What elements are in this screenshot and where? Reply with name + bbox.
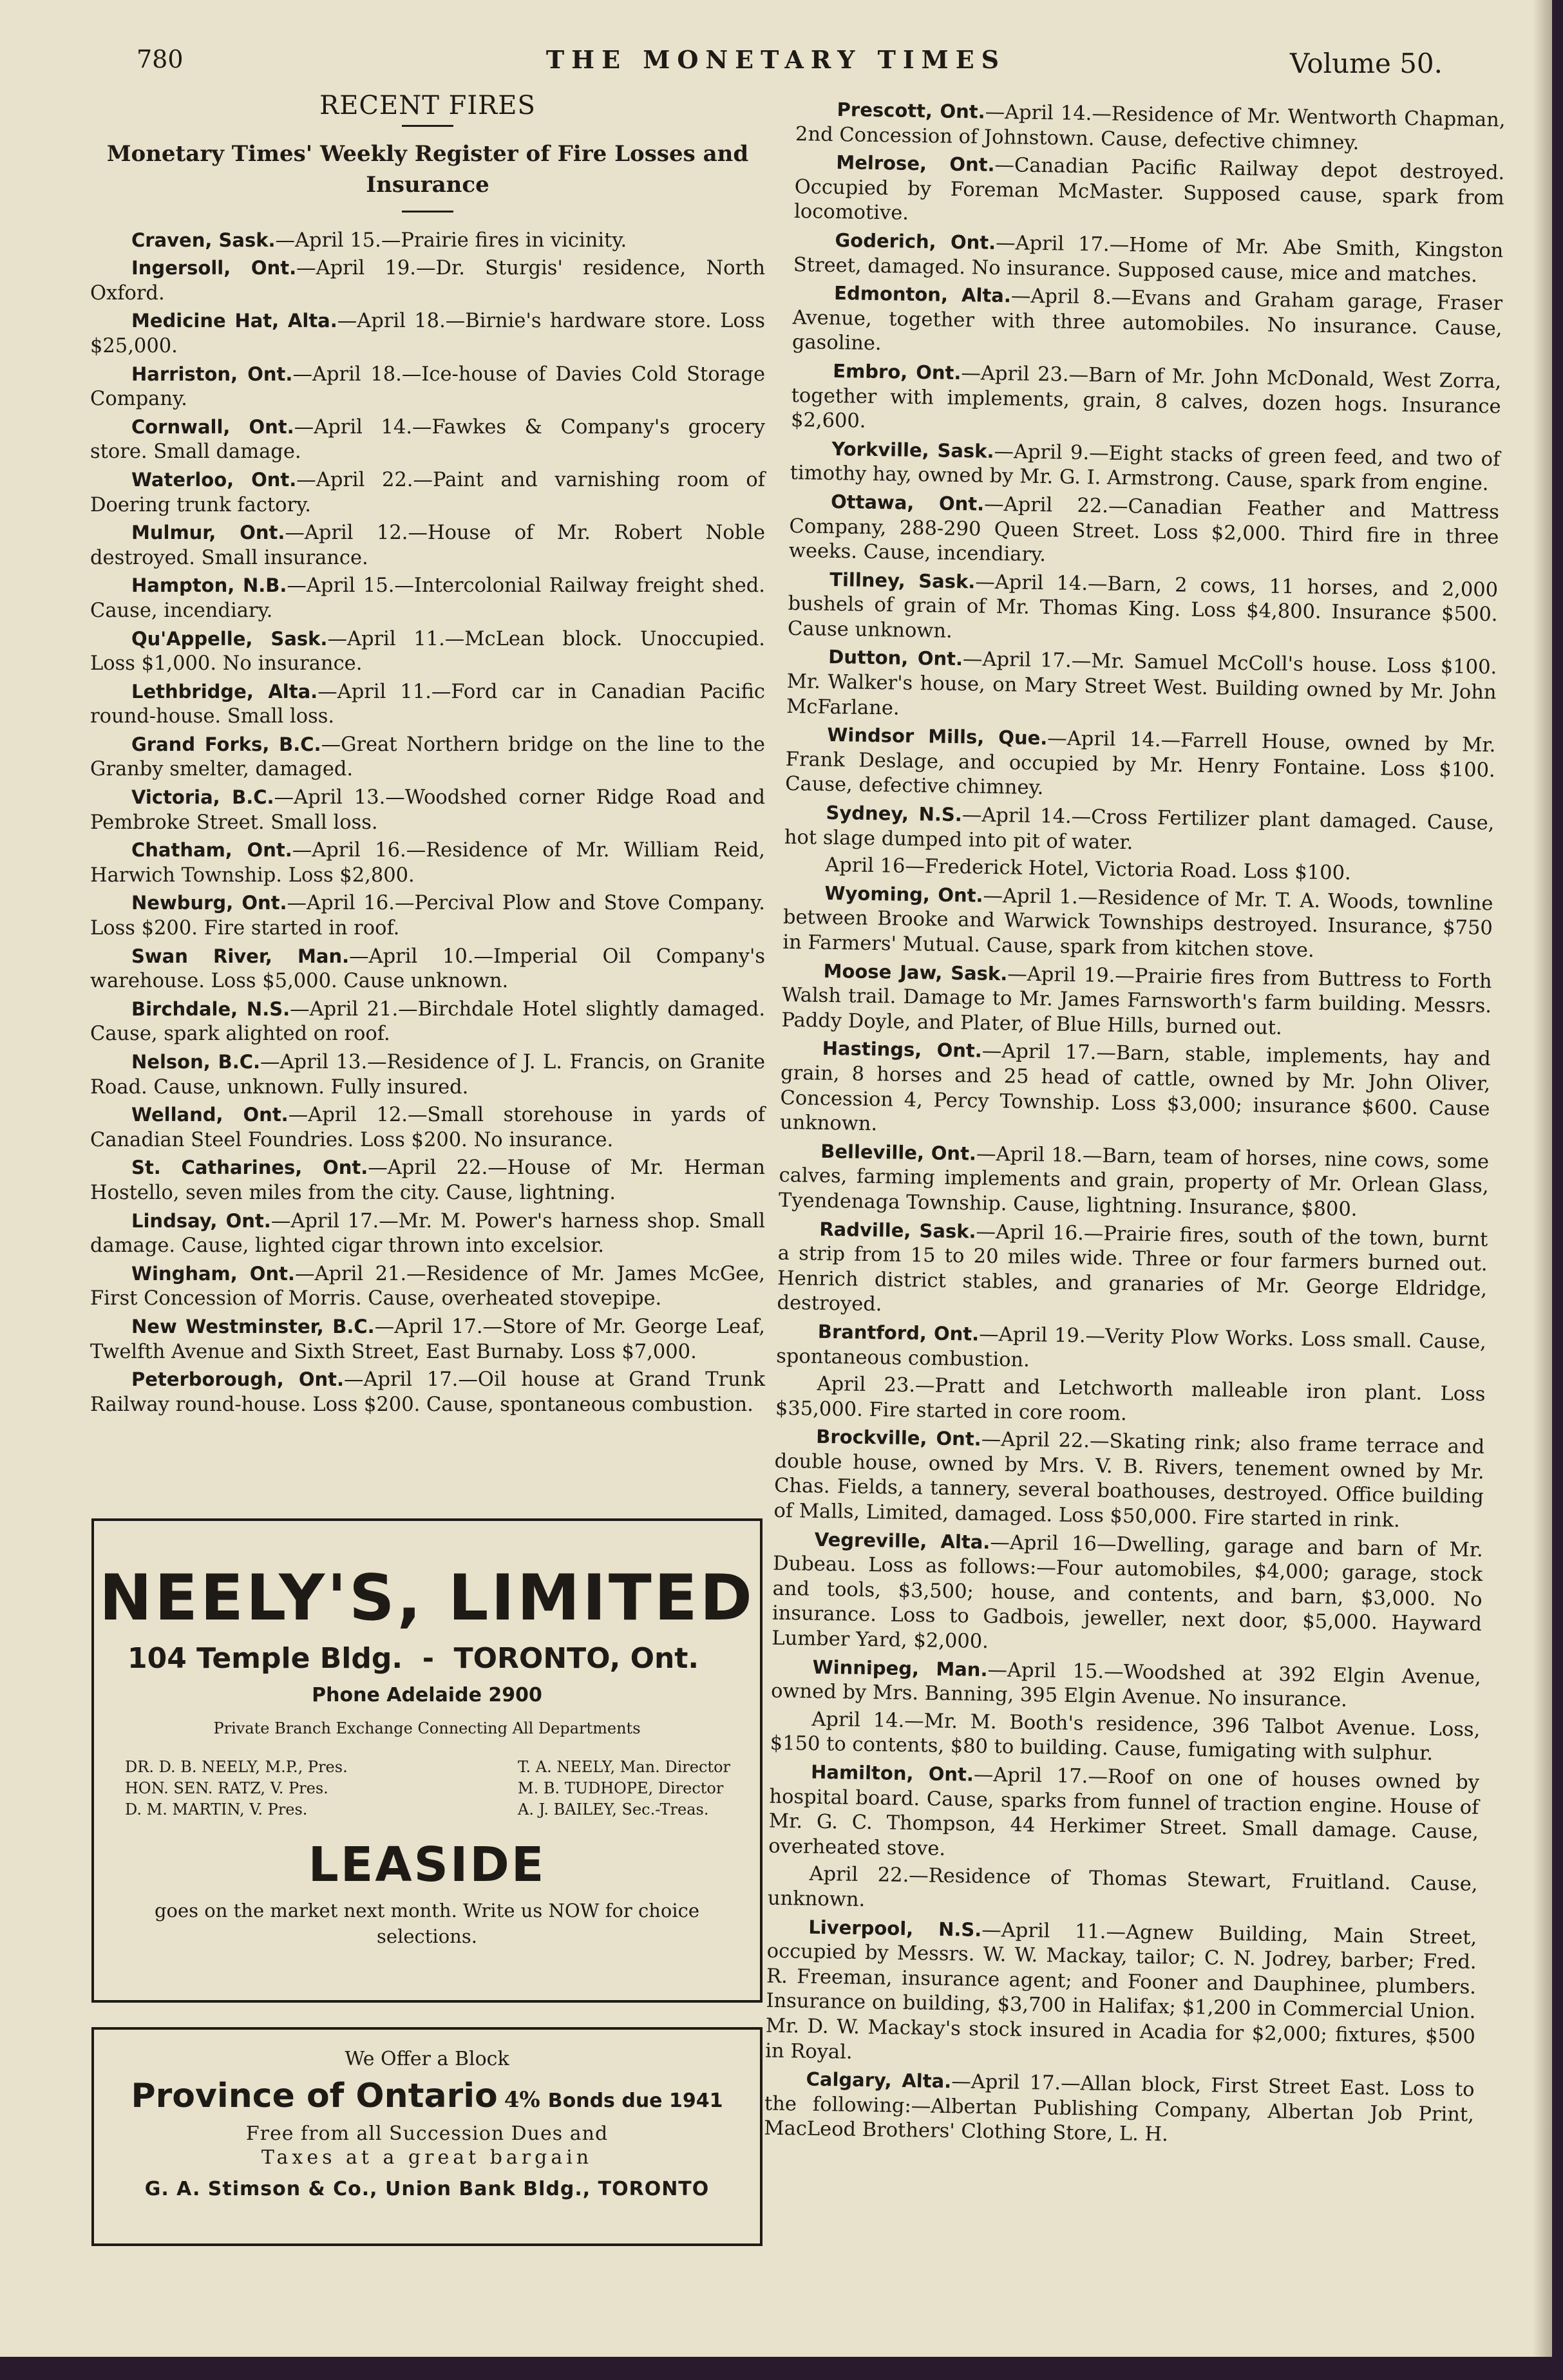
fire-entry — [90, 362, 765, 412]
fire-location: Belleville, Ont. — [820, 1140, 977, 1165]
fire-entry — [90, 308, 765, 359]
left-column — [90, 93, 765, 1420]
page-edge-shadow — [1533, 0, 1552, 2357]
fire-location: Grand Forks, B.C. — [131, 733, 321, 755]
fire-entry — [90, 468, 765, 518]
neely-company-name: NEELY'S, LIMITED — [99, 1562, 755, 1635]
fire-location: Dutton, Ont. — [828, 646, 963, 670]
fire-details: —April 16.—Prairie fires, south of the town, burnt a strip from 15 to 20 miles wide. Three or four farmers burned out. Henrich district stables, and granaries of Mr. George Eldridge, destroyed. — [777, 1220, 1488, 1316]
fire-entry — [90, 228, 765, 254]
leaside-headline: LEASIDE — [308, 1837, 546, 1893]
offer-line-1: Free from all Succession Dues and — [245, 2122, 609, 2145]
fire-location: Sydney, N.S. — [826, 801, 963, 826]
fire-location: Lethbridge, Alta. — [131, 680, 318, 703]
fire-location: Ottawa, Ont. — [830, 490, 985, 515]
fire-details: —April 12.—House of Mr. Robert Noble destroyed. Small insurance. — [90, 522, 765, 569]
fire-details: —April 8.—Evans and Graham garage, Fraser Avenue, together with three automobiles. No insurance. Cause, gasoline. — [791, 285, 1503, 355]
fire-location: Peterborough, Ont. — [131, 1368, 345, 1391]
fire-location: Calgary, Alta. — [806, 2068, 952, 2093]
fire-entry — [785, 722, 1496, 808]
fire-details: —April 10.—Imperial Oil Company's warehouse. Loss $5,000. Cause unknown. — [90, 945, 765, 993]
fire-entry — [780, 1035, 1491, 1147]
fire-entry — [792, 280, 1503, 366]
fire-entry — [90, 415, 765, 465]
fire-entry — [90, 520, 765, 571]
fire-entry — [789, 489, 1500, 575]
fire-details: —April 13.—Residence of J. L. Francis, on Granite Road. Cause, unknown. Fully insured. — [90, 1051, 765, 1099]
fire-location: Birchdale, N.S. — [131, 997, 290, 1020]
offer-line-2: Taxes at a great bargain — [261, 2146, 593, 2169]
fire-entry — [795, 97, 1506, 158]
offer-bonds: Bonds due 1941 — [547, 2090, 723, 2112]
fire-details: —April 14.—Barn, 2 cows, 11 horses, and 2,000 bushels of grain of Mr. Thomas King. Loss $4,800. Insurance $500. Cause unknown. — [787, 571, 1499, 643]
fire-details: —April 21.—Birchdale Hotel slightly damaged. Cause, spark alighted on roof. — [90, 997, 766, 1046]
fire-location: Vegreville, Alta. — [814, 1528, 990, 1553]
fire-entry — [786, 644, 1497, 730]
offer-firm: G. A. Stimson & Co., Union Bank Bldg., TORONTO — [144, 2178, 710, 2200]
fire-location: Embro, Ont. — [833, 359, 961, 384]
title-rule — [402, 125, 453, 127]
fire-entry — [781, 958, 1492, 1044]
stimson-advertisement — [91, 2027, 763, 2246]
fire-location: Moose Jaw, Sask. — [823, 959, 1008, 985]
fire-details: —April 16.—Residence of Mr. William Reid, Harwich Township. Loss $2,800. — [90, 839, 765, 887]
officer: HON. SEN. RATZ, V. Pres. — [125, 1779, 328, 1797]
fire-details: —April 22.—House of Mr. Herman Hostello, seven miles from the city. Cause, lightning. — [90, 1157, 765, 1204]
fire-entry — [765, 1914, 1477, 2075]
fire-entry — [771, 1654, 1481, 1715]
offer-headline — [94, 2077, 760, 2115]
fire-entry — [90, 732, 765, 782]
fire-details: —April 15.—Prairie fires in vicinity. — [275, 229, 627, 252]
fire-location: Lindsay, Ont. — [131, 1209, 271, 1232]
fire-entry — [768, 1862, 1478, 1922]
fire-location: Windsor Mills, Que. — [827, 724, 1048, 750]
fire-details: —April 11.—Ford car in Canadian Pacific round-house. Small loss. — [90, 680, 766, 728]
fire-location: Yorkville, Sask. — [831, 437, 994, 462]
left-fire-list — [90, 228, 765, 1418]
fire-location: St. Catharines, Ont. — [131, 1157, 368, 1179]
fire-details: —April 14.—Cross Fertilizer plant damaged. Cause, hot slage dumped into pit of water. — [784, 804, 1495, 854]
fire-details: —April 17.—Home of Mr. Abe Smith, Kingston Street, damaged. No insurance. Supposed cause, mice and matches. — [793, 231, 1504, 287]
fire-entry — [779, 1138, 1490, 1225]
fire-location: Edmonton, Alta. — [833, 282, 1012, 307]
fire-details: —April 12.—Small storehouse in yards of Canadian Steel Foundries. Loss $200. No insurance. — [90, 1104, 765, 1151]
fire-details: —April 23.—Barn of Mr. John McDonald, West Zorra, together with implements, grain, 8 calves, dozen hogs. Insurance $2,600. — [790, 362, 1502, 433]
fire-entry — [90, 1261, 765, 1312]
fire-details: —April 22.—Skating rink; also frame terrace and double house, owned by Mrs. V. B. Rivers, tenement owned by Mr. Chas. Fields, a tannery, several boathouses, destroyed. Office building of Malls, Limited, damaged. Loss $50,000. Fire started in rink. — [773, 1428, 1485, 1533]
fire-details: —April 11.—McLean block. Unoccupied. Loss $1,000. No insurance. — [90, 627, 765, 675]
fire-location: Prescott, Ont. — [837, 99, 985, 123]
fire-details: —April 17.—Roof on one of houses owned by hospital board. Cause, sparks from funnel of traction engine. House of Mr. G. C. Thompson, 44 Herkimer Street. Small damage. Cause, overheated stove. — [768, 1763, 1480, 1860]
fire-details: —April 16.—Percival Plow and Stove Company. Loss $200. Fire started in roof. — [90, 892, 765, 940]
fire-entry — [791, 358, 1502, 444]
fire-entry — [776, 1319, 1486, 1380]
fire-details: —April 17.—Store of Mr. George Leaf, Twelfth Avenue and Sixth Street, East Burnaby. Loss $7,000. — [90, 1315, 765, 1363]
fire-entry — [793, 227, 1504, 288]
fire-details: —April 22.—Canadian Feather and Mattress Company, 288-290 Queen Street. Loss $2,000. Third fire in three weeks. Cause, incendiary. — [788, 493, 1500, 567]
fire-entry — [788, 567, 1499, 653]
fire-entry — [90, 838, 765, 888]
fire-details: —Great Northern bridge on the line to the Granby smelter, damaged. — [90, 733, 765, 781]
officer: M. B. TUDHOPE, Director — [518, 1779, 724, 1797]
fire-location: Nelson, B.C. — [131, 1051, 261, 1073]
fire-location: Ingersoll, Ont. — [131, 257, 297, 279]
fire-entry — [764, 2066, 1475, 2153]
fire-location: Cornwall, Ont. — [131, 415, 294, 438]
fire-location: Goderich, Ont. — [835, 229, 996, 254]
page-number: 780 — [137, 45, 184, 73]
fire-location: Craven, Sask. — [131, 229, 276, 251]
fire-location: Brantford, Ont. — [817, 1320, 980, 1345]
fire-location: Medicine Hat, Alta. — [131, 310, 337, 332]
fire-entry — [768, 1759, 1479, 1871]
fire-entry — [773, 1424, 1484, 1535]
right-column — [764, 97, 1506, 2155]
fire-details: —April 15.—Woodshed at 392 Elgin Avenue, owned by Mrs. Banning, 395 Elgin Avenue. No insurance. — [770, 1658, 1481, 1712]
fire-details: —April 16—Dwelling, garage and barn of Mr. Dubeau. Loss as follows:—Four automobiles, $4,000; garage, stock and tools, $3,500; house, and contents, and barn, $3,000. No insurance. Loss to Gadbois, jeweller, next door, $5,000. Hayward Lumber Yard, $2,000. — [772, 1531, 1483, 1654]
fire-details: —Canadian Pacific Railway depot destroyed. Occupied by Foreman McMaster. Supposed cause, spark from locomotive. — [793, 154, 1505, 225]
neely-advertisement — [91, 1518, 763, 2003]
neely-officers — [94, 1757, 760, 1820]
fire-details: April 23.—Pratt and Letchworth malleable iron plant. Loss $35,000. Fire started in core room. — [775, 1372, 1486, 1426]
fire-details: —April 11.—Agnew Building, Main Street, occupied by Messrs. W. W. Mackay, tailor; C. N. Jodrey, barber; Fred. R. Freeman, insurance agent; and Fooner and Dauphinee, plumbers. Insurance on building, $3,700 in Halifax; $1,200 in Commercial Union. Mr. D. W. Mackay's stock insured in Acadia for $2,000; fixtures, $500 in Royal. — [765, 1918, 1477, 2064]
magazine-title: THE MONETARY TIMES — [545, 45, 1007, 74]
fire-entry — [90, 997, 765, 1047]
fire-details: April 14.—Mr. M. Booth's residence, 396 Talbot Avenue. Loss, $150 to contents, $80 to building. Cause, fumigating with sulphur. — [770, 1708, 1481, 1766]
neely-pbx-note: Private Branch Exchange Connecting All Departments — [213, 1719, 641, 1737]
fire-location: Swan River, Man. — [131, 945, 350, 967]
fire-entry — [90, 1050, 765, 1100]
fire-entry — [90, 627, 765, 677]
fire-entry — [772, 1526, 1483, 1662]
fire-entry — [90, 1102, 765, 1153]
fire-entry — [782, 880, 1493, 967]
fire-location: Hampton, N.B. — [131, 574, 287, 597]
fire-entry — [90, 1367, 765, 1417]
fire-details: —April 17.—Allan block, First Street East. Loss to the following:—Albertan Publishing Company, Albertan Job Print, MacLeod Brothers' Clothing Store, L. H. — [764, 2070, 1475, 2146]
fire-details: —April 19.—Verity Plow Works. Loss small. Cause, spontaneous combustion. — [776, 1323, 1487, 1372]
running-head — [0, 45, 1552, 84]
fire-entry — [90, 256, 765, 306]
fire-entry — [90, 679, 765, 730]
officer: A. J. BAILEY, Sec.-Treas. — [518, 1800, 709, 1818]
fire-entry — [770, 1707, 1481, 1768]
fire-location: Wingham, Ont. — [131, 1262, 295, 1285]
offer-province: Province of Ontario — [131, 2077, 498, 2115]
section-title: RECENT FIRES — [319, 91, 536, 120]
fire-location: Waterloo, Ont. — [131, 468, 297, 491]
fire-details: —April 19.—Prairie fires from Buttress to Forth Walsh trail. Damage to Mr. James Farnsworth's farm building. Messrs. Paddy Doyle, and Plater, of Blue Hills, burned out. — [781, 962, 1492, 1039]
fire-details: April 16—Frederick Hotel, Victoria Road. Loss $100. — [824, 854, 1351, 885]
fire-details: —April 18.—Barn, team of horses, nine cows, some calves, farming implements and grain, property of Mr. Orlean Glass, Tyendenaga Township. Cause, lightning. Insurance, $800. — [778, 1142, 1490, 1221]
officer: T. A. NEELY, Man. Director — [518, 1758, 730, 1776]
fire-entry — [90, 1314, 765, 1365]
neely-address: 104 Temple Bldg. - TORONTO, Ont. — [128, 1642, 699, 1675]
fire-details: —April 17.—Barn, stable, implements, hay and grain, 8 horses and 25 head of cattle, owned by Mr. John Oliver, Concession 4, Percy Township. Loss $3,000; insurance $600. Cause unknown. — [779, 1040, 1491, 1136]
fire-details: —April 18.—Birnie's hardware store. Loss $25,000. — [90, 310, 765, 357]
fire-details: —April 13.—Woodshed corner Ridge Road and Pembroke Street. Small loss. — [90, 786, 765, 834]
offer-intro: We Offer a Block — [345, 2048, 509, 2070]
fire-entry — [90, 785, 765, 835]
fire-details: —April 19.—Dr. Sturgis' residence, North Oxford. — [90, 257, 765, 305]
fire-location: Hastings, Ont. — [822, 1037, 983, 1062]
fire-location: Qu'Appelle, Sask. — [131, 627, 328, 650]
fire-location: Newburg, Ont. — [131, 892, 287, 914]
neely-phone: Phone Adelaide 2900 — [312, 1684, 542, 1706]
fire-entry — [90, 1209, 765, 1259]
officers-left — [125, 1757, 348, 1820]
fire-details: —April 17.—Mr. M. Power's harness shop. Small damage. Cause, lighted cigar thrown into excelsior. — [90, 1209, 765, 1258]
fire-location: Chatham, Ont. — [131, 839, 292, 862]
fire-entry — [90, 1155, 765, 1205]
fire-location: Radville, Sask. — [819, 1218, 976, 1243]
fire-details: —April 17.—Oil house at Grand Trunk Railway round-house. Loss $200. Cause, spontaneous combustion. — [90, 1368, 765, 1416]
volume-label: Volume 50. — [1289, 48, 1443, 79]
fire-location: Liverpool, N.S. — [808, 1916, 982, 1941]
fire-location: Harriston, Ont. — [131, 363, 293, 385]
section-subtitle: Monetary Times' Weekly Register of Fire Losses and Insurance — [106, 140, 749, 198]
fire-entry — [794, 149, 1505, 236]
fire-details: April 22.—Residence of Thomas Stewart, Fruitland. Cause, unknown. — [767, 1863, 1478, 1911]
officer: DR. D. B. NEELY, M.P., Pres. — [125, 1758, 348, 1776]
fire-details: —April 9.—Eight stacks of green feed, and two of timothy hay, owned by Mr. G. I. Armstrong. Cause, spark from engine. — [790, 440, 1501, 496]
fire-details: —April 22.—Paint and varnishing room of Doering trunk factory. — [90, 468, 766, 516]
fire-entry — [90, 573, 765, 623]
fire-entry — [90, 944, 765, 994]
fire-location: Brockville, Ont. — [816, 1426, 981, 1451]
fire-location: Winnipeg, Man. — [812, 1656, 988, 1681]
fire-details: —April 1.—Residence of Mr. T. A. Woods, townline between Brooke and Warwick Townships destroyed. Insurance, $750 in Farmers' Mutual. Cause, spark from kitchen stove. — [782, 884, 1493, 962]
fire-details: —April 21.—Residence of Mr. James McGee, First Concession of Morris. Cause, overheated stovepipe. — [90, 1262, 765, 1310]
fire-location: Wyoming, Ont. — [824, 882, 983, 907]
leaside-note: goes on the market next month. Write us NOW for choice selections. — [154, 1900, 700, 1947]
fire-location: New Westminster, B.C. — [131, 1315, 375, 1337]
fire-details: —April 17.—Mr. Samuel McColl's house. Loss $100. Mr. Walker's house, on Mary Street West. Building owned by Mr. John McFarlane. — [786, 648, 1497, 720]
fire-entry — [784, 800, 1495, 861]
fire-details: —April 15.—Intercolonial Railway freight shed. Cause, incendiary. — [90, 574, 765, 622]
fire-details: —April 14.—Fawkes & Company's grocery store. Small damage. — [90, 415, 766, 464]
fire-details: —April 14.—Farrell House, owned by Mr. Frank Deslage, and occupied by Mr. Henry Fontaine. Loss $100. Cause, defective chimney. — [784, 727, 1496, 800]
fire-location: Hamilton, Ont. — [810, 1761, 974, 1786]
fire-location: Mulmur, Ont. — [131, 522, 285, 544]
officer: D. M. MARTIN, V. Pres. — [125, 1800, 308, 1818]
right-fire-list — [764, 97, 1506, 2153]
fire-entry — [90, 891, 765, 941]
subtitle-rule — [402, 211, 453, 212]
fire-entry — [775, 1372, 1486, 1432]
fire-location: Welland, Ont. — [131, 1104, 289, 1126]
fire-location: Victoria, B.C. — [131, 786, 274, 809]
fire-location: Tillney, Sask. — [829, 568, 976, 593]
fire-details: —April 18.—Ice-house of Davies Cold Storage Company. — [90, 363, 765, 411]
fire-entry — [790, 436, 1500, 497]
fire-details: —April 14.—Residence of Mr. Wentworth Chapman, 2nd Concession of Johnstown. Cause, defective chimney. — [795, 100, 1506, 155]
fire-location: Melrose, Ont. — [836, 151, 995, 176]
offer-rate: 4% — [504, 2087, 540, 2113]
officers-right — [518, 1757, 730, 1820]
fire-entry — [777, 1216, 1488, 1327]
